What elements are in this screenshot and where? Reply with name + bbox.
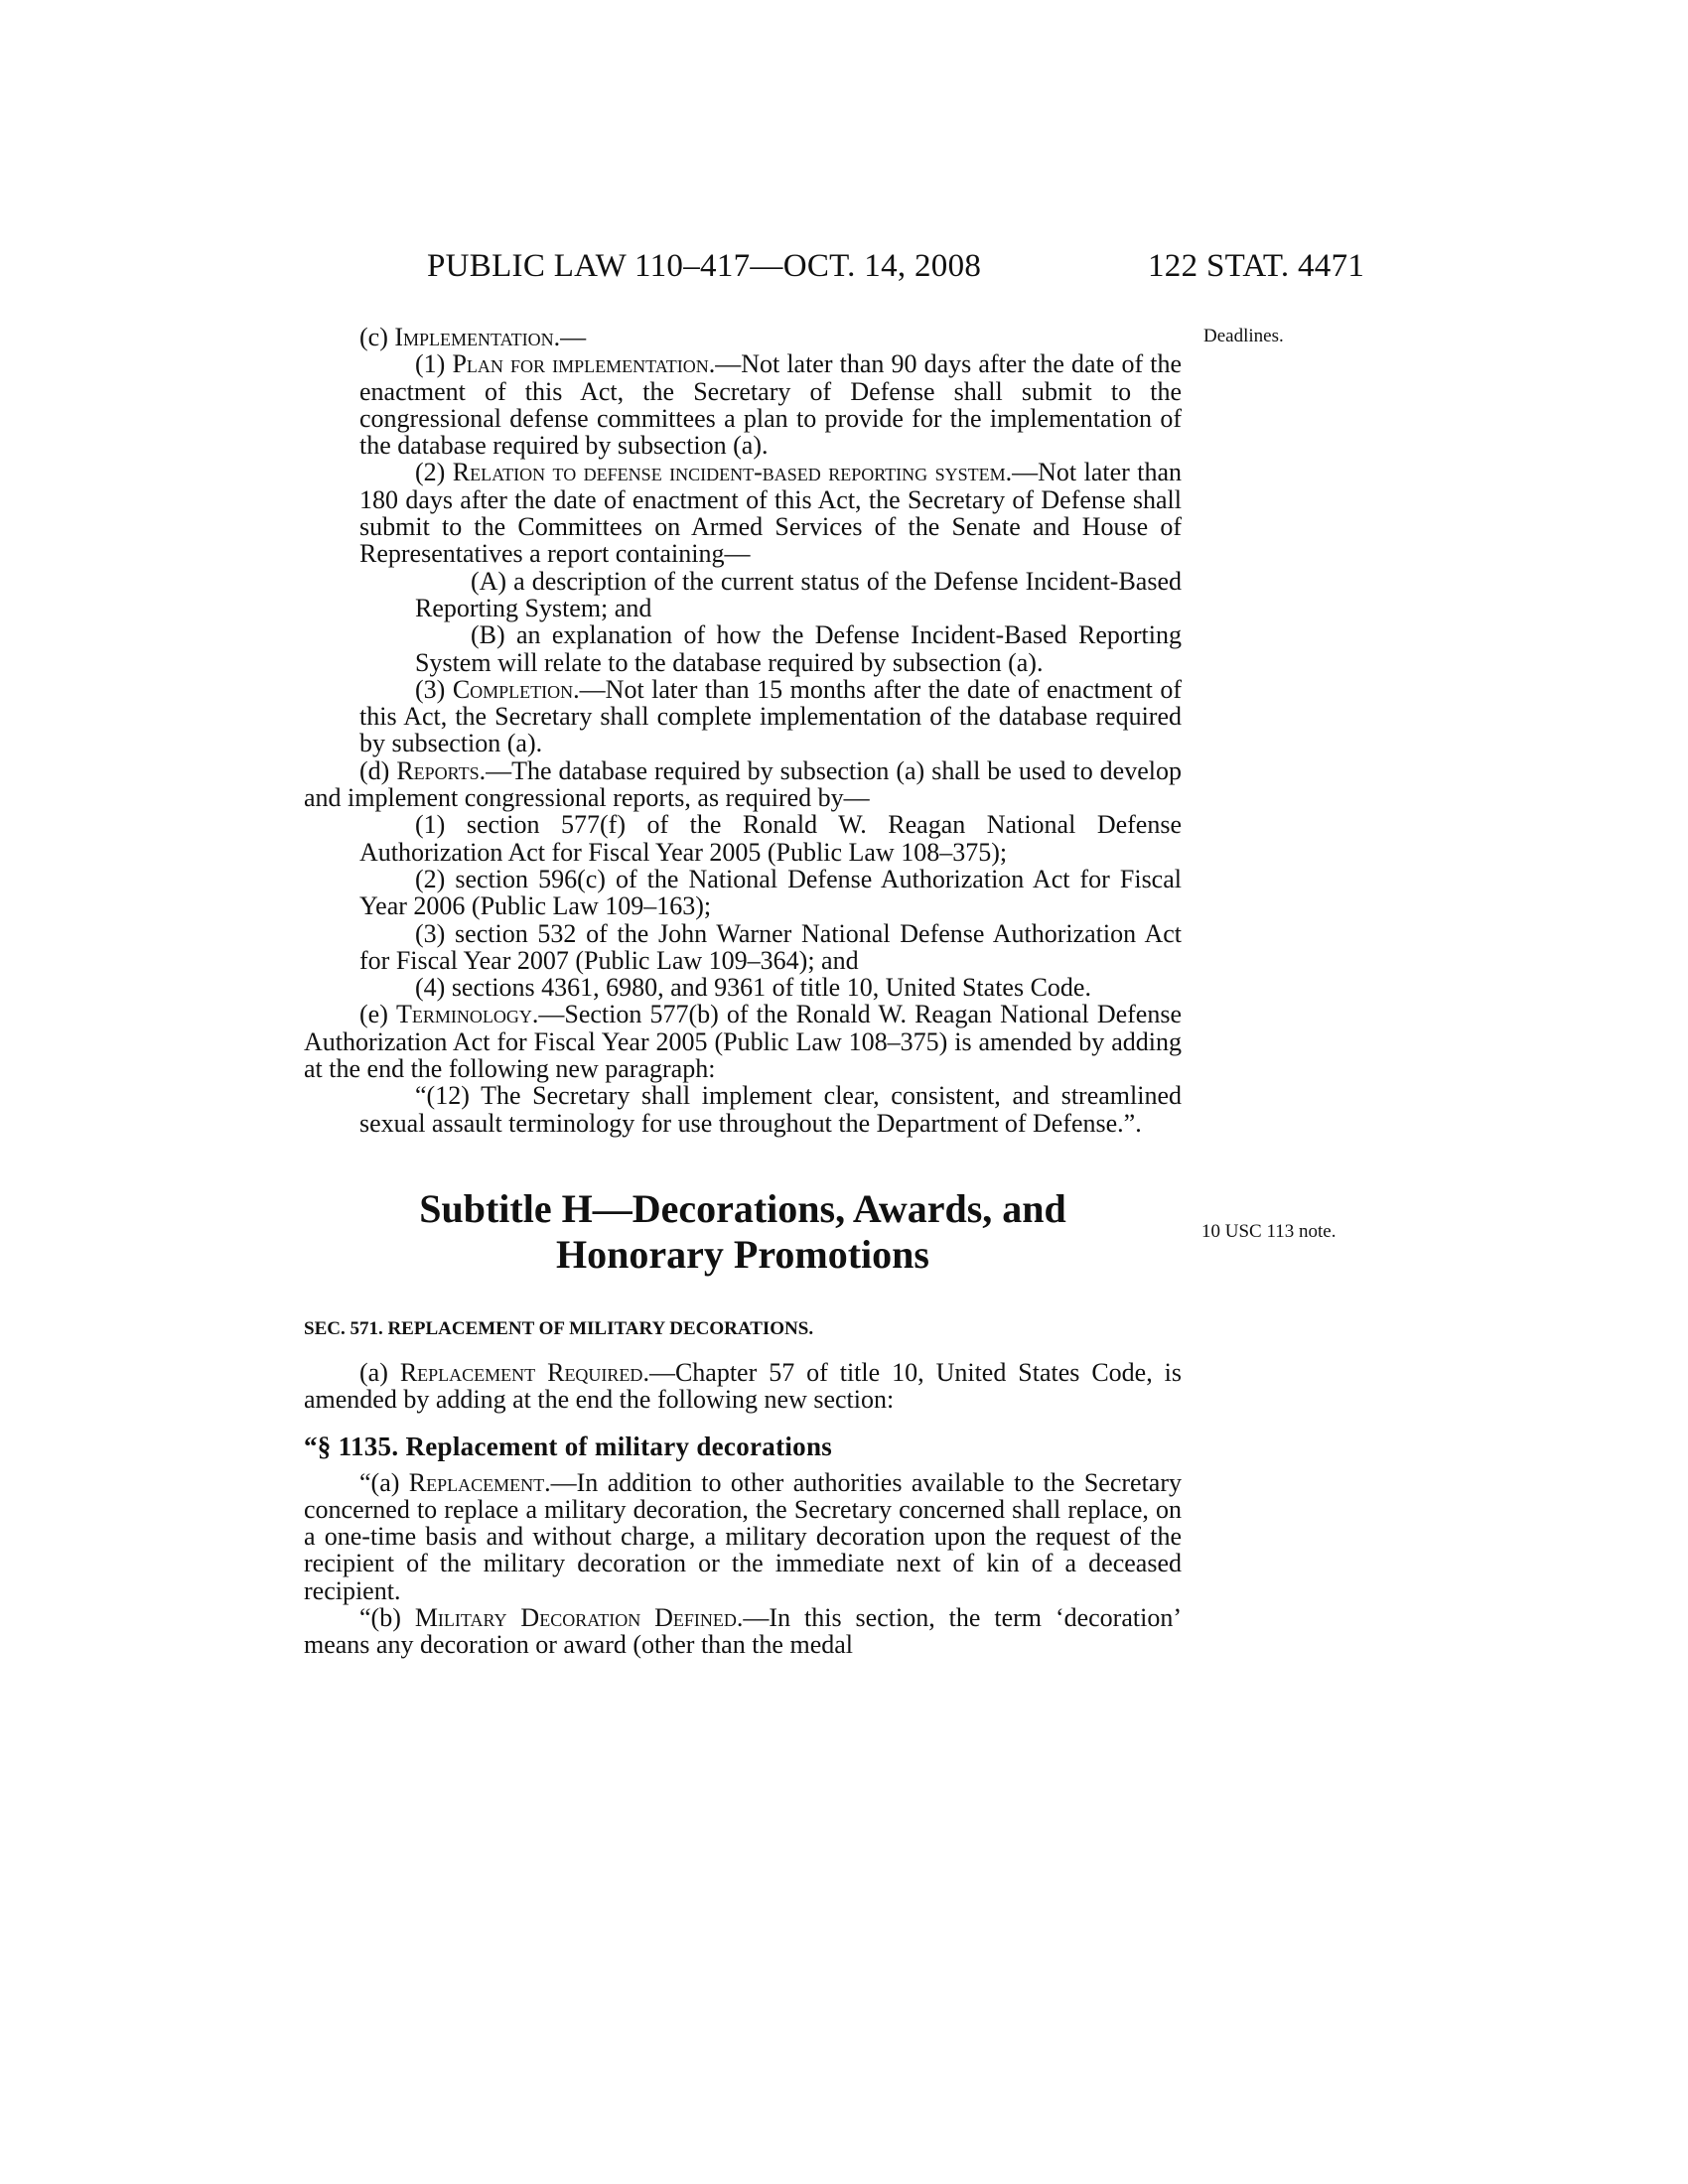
subtitle-heading <box>304 1186 1182 1278</box>
subsection-e: (e) Terminology.—Section 577(b) of the Ronald W. Reagan National Defense Authorization Act for Fiscal Year 2005 (Public Law 108–375) is amended by adding at the end the following new paragraph: <box>304 1000 1182 1084</box>
subsection-a: (a) Replacement Required.—Chapter 57 of title 10, United States Code, is amended by adding at the end the following new section: <box>304 1357 1183 1415</box>
running-header-page-number: 122 STAT. 4471 <box>1148 248 1365 284</box>
subparagraph-c2A: (A) a description of the current status of the Defense Incident-Based Reporting System; and <box>415 566 1182 622</box>
section-1135-heading: “§ 1135. Replacement of military decorations <box>304 1431 833 1461</box>
quoted-subsection-b: “(b) Military Decoration Defined.—In this section, the term ‘decoration’ means any decoration or award (other than the medal <box>304 1602 1182 1660</box>
subtitle-line-1: Subtitle H—Decorations, Awards, and <box>419 1185 1066 1231</box>
paragraph-d3: (3) section 532 of the John Warner National Defense Authorization Act for Fiscal Year 2007 (Public Law 109–364); and <box>359 918 1182 975</box>
section-571-heading: SEC. 571. REPLACEMENT OF MILITARY DECORATIONS. <box>304 1317 814 1339</box>
subparagraph-c2B: (B) an explanation of how the Defense Incident-Based Reporting System will relate to the database required by subsection (a). <box>415 620 1182 677</box>
paragraph-d1: (1) section 577(f) of the Ronald W. Reagan National Defense Authorization Act for Fiscal Year 2005 (Public Law 108–375); <box>359 810 1182 867</box>
paragraph-c2: (2) Relation to defense incident-based reporting system.—Not later than 180 days after the date of enactment of this Act, the Secretary of Defense shall submit to the Committees on Armed Services of the Senate and House of Representatives a report containing— <box>359 458 1182 569</box>
paragraph-c1: (1) Plan for implementation.—Not later than 90 days after the date of the enactment of this Act, the Secretary of Defense shall submit to the congressional defense committees a plan to provide for the implementation of the database required by subsection (a). <box>359 349 1182 461</box>
subtitle-line-2: Honorary Promotions <box>556 1231 929 1277</box>
subsection-c-heading: (c) Implementation.— <box>359 323 587 351</box>
paragraph-c3: (3) Completion.—Not later than 15 months after the date of enactment of this Act, the Secretary shall complete implementation of the database required by subsection (a). <box>359 674 1182 758</box>
margin-note-usc: 10 USC 113 note. <box>1201 1221 1336 1242</box>
running-header-title: PUBLIC LAW 110–417—OCT. 14, 2008 <box>427 248 982 284</box>
quoted-paragraph-12: “(12) The Secretary shall implement clear, consistent, and streamlined sexual assault terminology for use throughout the Department of Defense.”. <box>359 1081 1182 1138</box>
quoted-subsection-a: “(a) Replacement.—In addition to other authorities available to the Secretary concerned to replace a military decoration, the Secretary concerned shall replace, on a one-time basis and without charge, a military decoration upon the request of the recipient of the military decoration or the immediate next of kin of a deceased recipient. <box>304 1467 1182 1605</box>
paragraph-d2: (2) section 596(c) of the National Defense Authorization Act for Fiscal Year 2006 (Public Law 109–163); <box>359 864 1182 921</box>
paragraph-d4: (4) sections 4361, 6980, and 9361 of title 10, United States Code. <box>415 973 1091 1003</box>
document-body <box>304 324 1182 1659</box>
subsection-d: (d) Reports.—The database required by subsection (a) shall be used to develop and implement congressional reports, as required by— <box>304 755 1182 813</box>
margin-note-deadlines: Deadlines. <box>1203 326 1284 346</box>
